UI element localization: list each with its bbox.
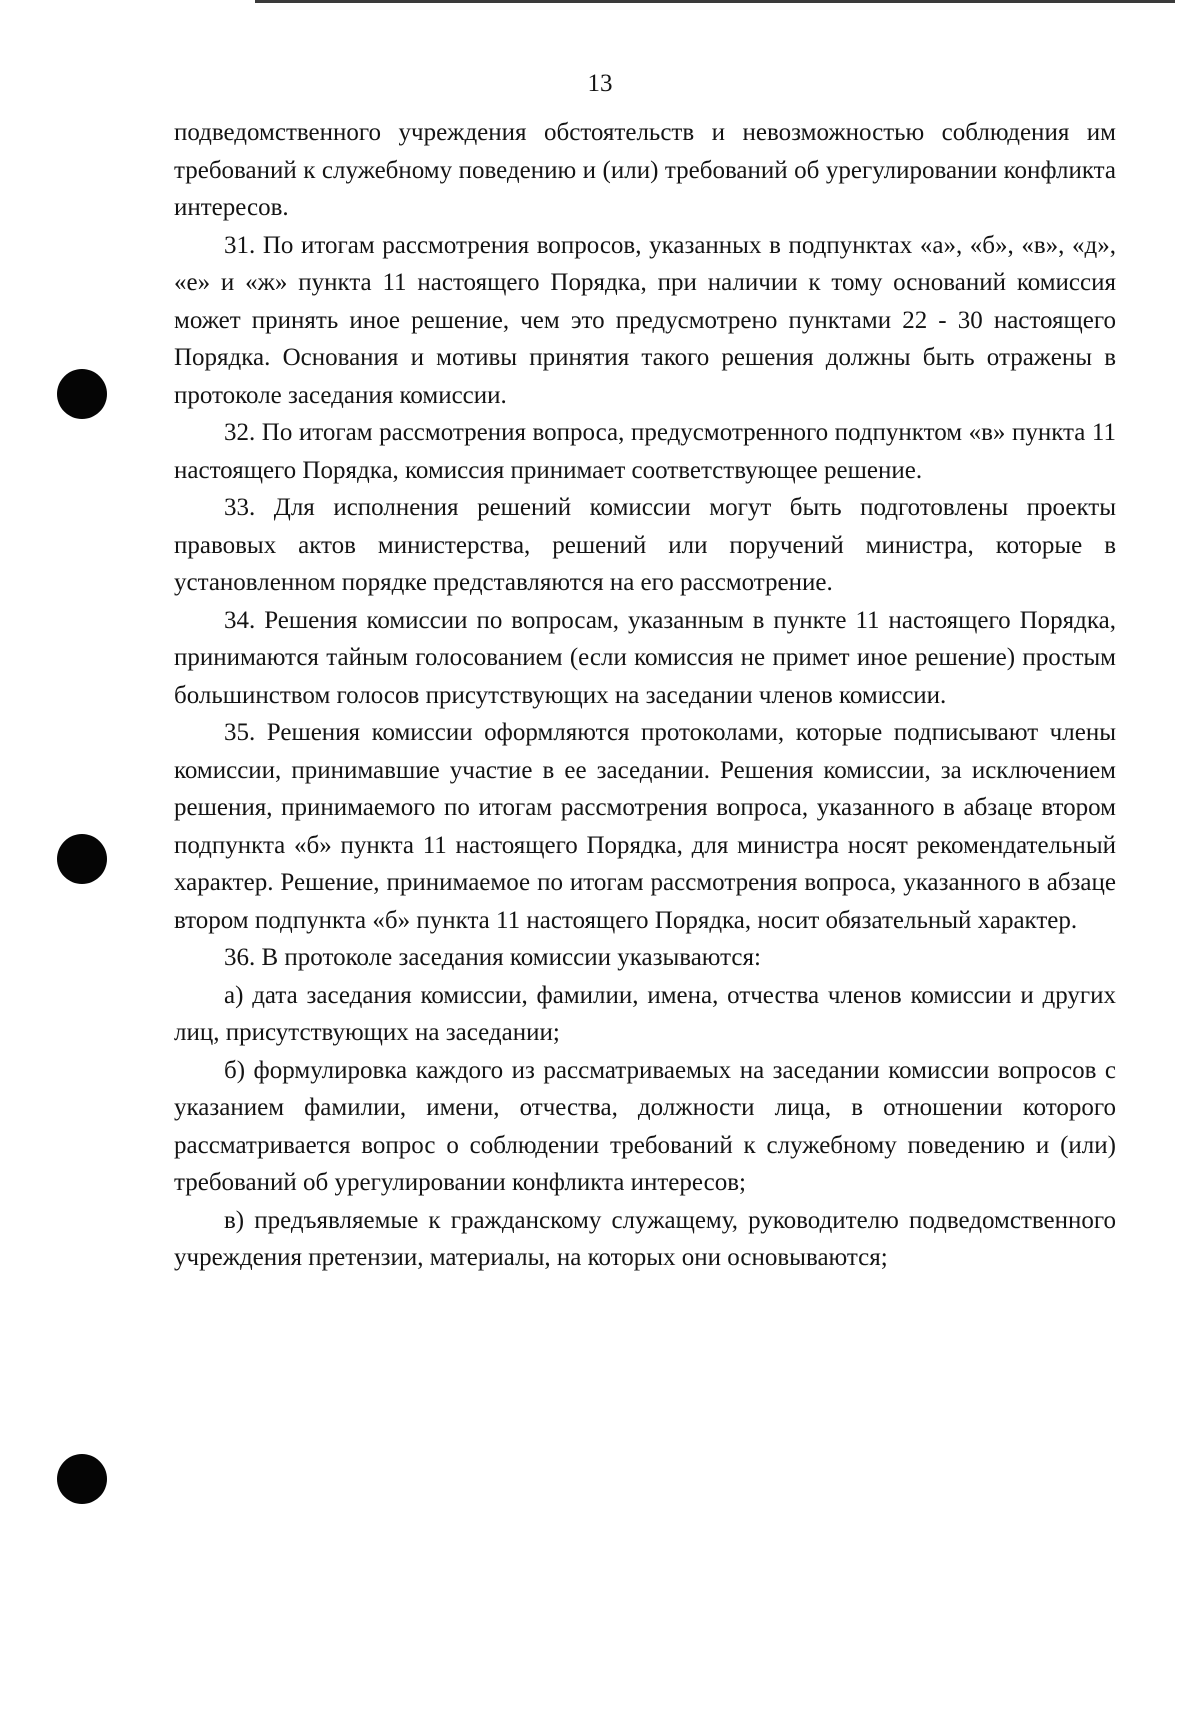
paragraph-36-b: б) формулировка каждого из рассматриваемых на заседании комиссии вопросов с указанием фамилии, имени, отчества, должности лица, в отношении которого рассматривается вопрос о соблюдении требований к служебному поведению и (или) требований об урегулировании конфликта интересов; bbox=[174, 1056, 1116, 1196]
paragraph-35: 35. Решения комиссии оформляются протоколами, которые подписывают члены комиссии, принимавшие участие в ее заседании. Решения комиссии, за исключением решения, принимаемого по итогам рассмотрения вопроса, указанного в абзаце втором подпункта «б» пункта 11 настоящего Порядка, для министра носят рекомендательный характер. Решение, принимаемое по итогам рассмотрения вопроса, указанного в абзаце втором подпункта «б» пункта 11 настоящего Порядка, носит обязательный характер. bbox=[174, 719, 1116, 934]
page-number: 13 bbox=[587, 70, 613, 97]
paragraph-continuation: подведомственного учреждения обстоятельств и невозможностью соблюдения им требований к служебному поведению и (или) требований об урегулировании конфликта интересов. bbox=[174, 119, 1116, 221]
punch-hole-top bbox=[57, 369, 107, 419]
document-body bbox=[174, 114, 1116, 1277]
paragraph-32: 32. По итогам рассмотрения вопроса, предусмотренного подпунктом «в» пункта 11 настоящего Порядка, комиссия принимает соответствующее решение. bbox=[174, 419, 1116, 484]
paragraph-36: 36. В протоколе заседания комиссии указываются: bbox=[224, 944, 761, 971]
paragraph-33: 33. Для исполнения решений комиссии могут быть подготовлены проекты правовых актов министерства, решений или поручений министра, которые в установленном порядке представляются на его рассмотрение. bbox=[174, 494, 1116, 596]
top-scan-edge-line bbox=[255, 0, 1175, 3]
punch-hole-middle bbox=[57, 834, 107, 884]
paragraph-34: 34. Решения комиссии по вопросам, указанным в пункте 11 настоящего Порядка, принимаются тайным голосованием (если комиссия не примет иное решение) простым большинством голосов присутствующих на заседании членов комиссии. bbox=[174, 606, 1116, 709]
paragraph-36-v: в) предъявляемые к гражданскому служащему, руководителю подведомственного учреждения претензии, материалы, на которых они основываются; bbox=[174, 1206, 1116, 1271]
paragraph-36-a: а) дата заседания комиссии, фамилии, имена, отчества членов комиссии и других лиц, присутствующих на заседании; bbox=[174, 981, 1116, 1046]
paragraph-31: 31. По итогам рассмотрения вопросов, указанных в подпунктах «а», «б», «в», «д», «е» и «ж» пункта 11 настоящего Порядка, при наличии к тому оснований комиссия может принять иное решение, чем это предусмотрено пунктами 22 - 30 настоящего Порядка. Основания и мотивы принятия такого решения должны быть отражены в протоколе заседания комиссии. bbox=[174, 231, 1116, 409]
punch-hole-bottom bbox=[57, 1454, 107, 1504]
